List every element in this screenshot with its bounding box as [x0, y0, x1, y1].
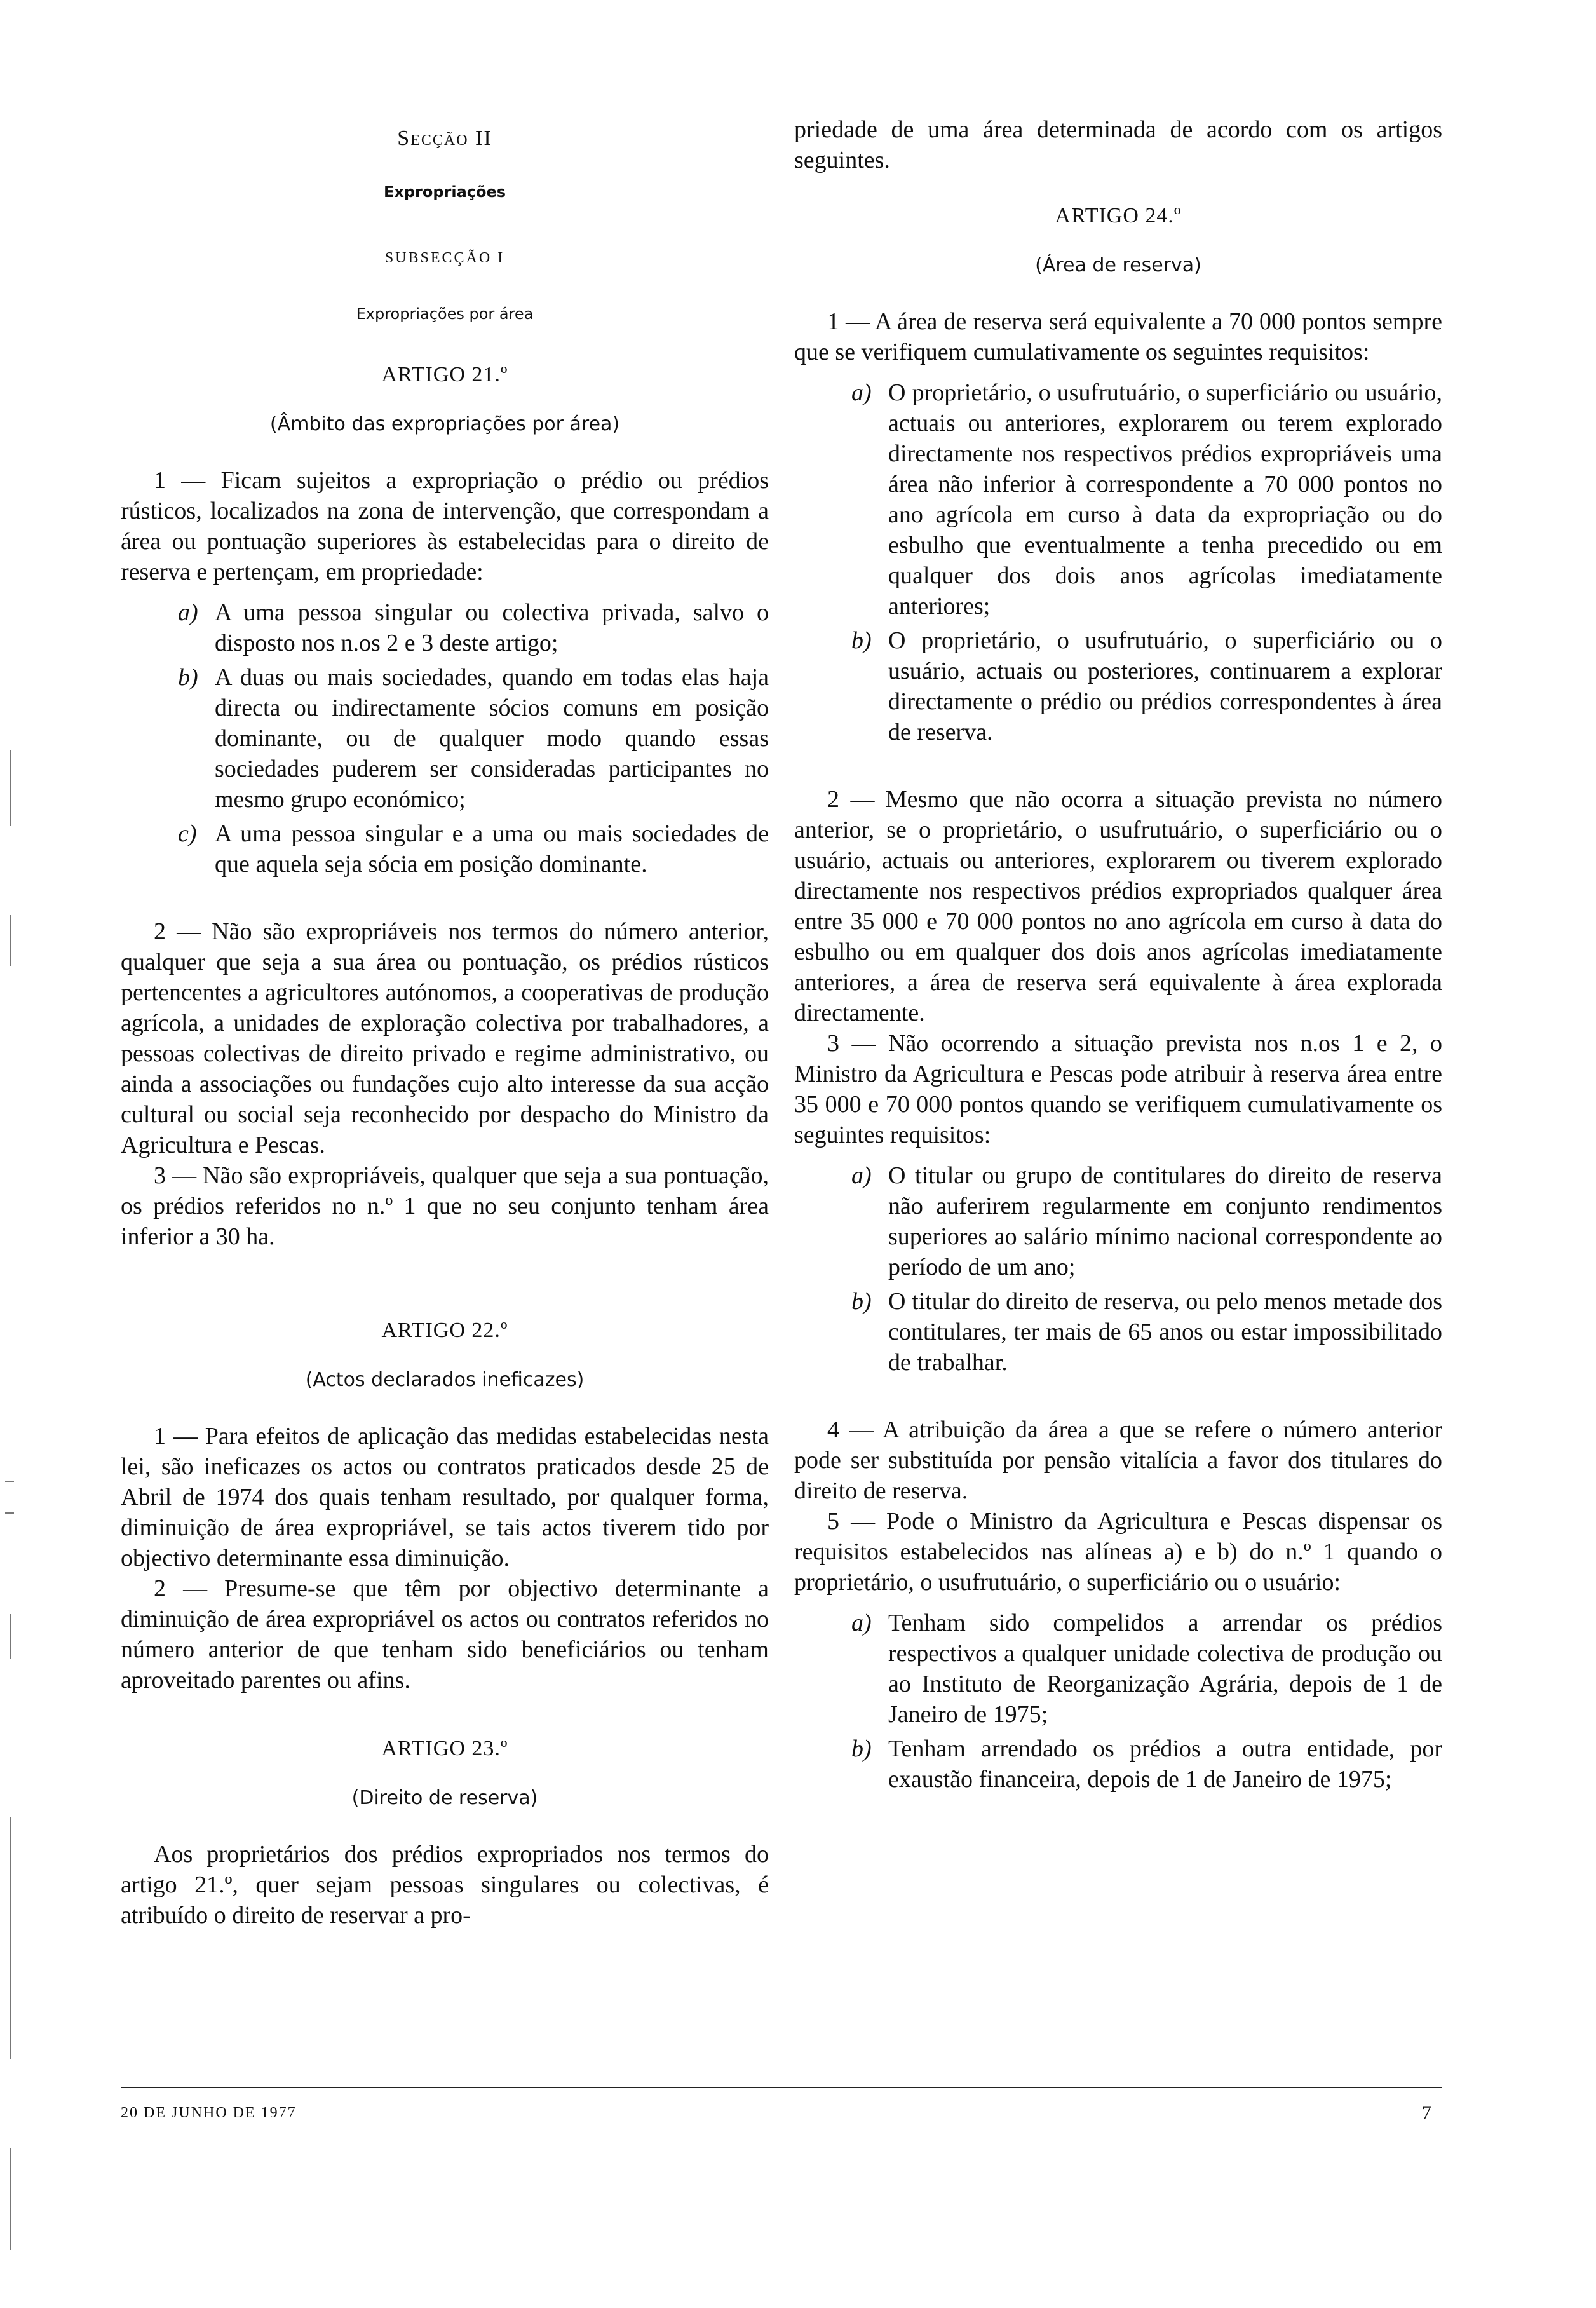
item-marker: b)	[851, 1288, 872, 1315]
item-text: O titular do direito de reserva, ou pelo menos metade dos contitulares, ter mais de 65 anos ou estar impossibilitado de trabalhar.	[888, 1288, 1442, 1376]
footer-rule	[121, 2087, 1442, 2088]
list-item	[851, 1160, 1442, 1282]
item-text: Tenham sido compelidos a arrendar os prédios respectivos a qualquer unidade colectiva de produção ou ao Instituto de Reorganização Agrária, depois de 1 de Janeiro de 1975;	[888, 1610, 1442, 1728]
article-23-continuation: priedade de uma área determinada de acordo com os artigos seguintes.	[794, 116, 1442, 173]
item-marker: b)	[851, 1735, 872, 1762]
margin-scan-mark	[10, 2148, 11, 2250]
article-22-paragraph-1: 1 — Para efeitos de aplicação das medidas estabelecidas nesta lei, são ineficazes os actos ou contratos praticados desde 25 de Abril de 1974 dos quais tenham resultado, por qualquer forma, diminuição de área expropriável, se tais actos tiverem tido por objectivo determinante essa diminuição.	[121, 1423, 769, 1571]
margin-scan-mark	[10, 750, 11, 826]
list-item	[851, 1608, 1442, 1730]
article-24-paragraph-3: 3 — Não ocorrendo a situação prevista nos n.os 1 e 2, o Ministro da Agricultura e Pescas pode atribuir à reserva área entre 35 000 e 70 000 pontos quando se verifiquem cumulativamente os seguintes requisitos:	[794, 1030, 1442, 1148]
margin-scan-tick	[5, 1512, 14, 1514]
subsection-heading: SUBSECÇÃO I	[384, 250, 505, 266]
article-22-heading: ARTIGO 22.º	[381, 1319, 508, 1342]
list-item	[178, 818, 769, 879]
subsection-title: Expropriações por área	[356, 305, 534, 323]
list-item	[851, 625, 1442, 747]
article-24-epigraph: (Área de reserva)	[1035, 254, 1201, 276]
article-23-paragraph-1: Aos proprietários dos prédios expropriados nos termos do artigo 21.º, quer sejam pessoas singulares ou colectivas, é atribuído o direito de reservar a pro-	[121, 1841, 769, 1929]
list-item	[851, 377, 1442, 621]
margin-scan-mark	[10, 1614, 11, 1659]
item-marker: b)	[851, 627, 872, 654]
article-24-paragraph-5: 5 — Pode o Ministro da Agricultura e Pescas dispensar os requisitos estabelecidos nas alíneas a) e b) do n.º 1 quando o proprietário, o usufrutuário, o superficiário ou o usuário:	[794, 1508, 1442, 1596]
list-item	[851, 1286, 1442, 1378]
left-column	[121, 114, 769, 1931]
item-text: O titular ou grupo de contitulares do direito de reserva não auferirem regularmente em conjunto rendimentos superiores ao salário mínimo nacional correspondente ao período de um ano;	[888, 1162, 1442, 1280]
right-column	[794, 114, 1442, 1798]
item-text: O proprietário, o usufrutuário, o superficiário ou usuário, actuais ou anteriores, explorarem ou terem explorado directamente nos respectivos prédios expropriáveis uma área não inferior à correspondente a 70 000 pontos no ano agrícola em curso à data da expropriação ou do esbulho que eventualmente a tenha precedido ou em qualquer dos dois anos agrícolas imediatamente anteriores;	[888, 379, 1442, 620]
article-24-items-1	[794, 377, 1442, 747]
item-text: A duas ou mais sociedades, quando em todas elas haja directa ou indirectamente sócios comuns em posição dominante, ou de qualquer modo quando essas sociedades puderem ser consideradas participantes no mesmo grupo económico;	[215, 664, 769, 813]
article-24-paragraph-1: 1 — A área de reserva será equivalente a 70 000 pontos sempre que se verifiquem cumulativamente os seguintes requisitos:	[794, 308, 1442, 365]
article-21-paragraph-2: 2 — Não são expropriáveis nos termos do número anterior, qualquer que seja a sua área ou pontuação, os prédios rústicos pertencentes a agricultores autónomos, a cooperativas de produção agrícola, a unidades de exploração colectiva por trabalhadores, a pessoas colectivas de direito privado e regime administrativo, ou ainda a associações ou fundações cujo alto interesse da sua acção cultural ou social seja reconhecido por despacho do Ministro da Agricultura e Pescas.	[121, 918, 769, 1158]
item-marker: a)	[851, 1610, 872, 1636]
article-21-paragraph-3: 3 — Não são expropriáveis, qualquer que seja a sua pontuação, os prédios referidos no n.º 1 que no seu conjunto tenham área inferior a 30 ha.	[121, 1162, 769, 1250]
margin-scan-mark	[10, 1817, 11, 2059]
margin-scan-mark	[10, 915, 11, 966]
item-marker: b)	[178, 664, 198, 691]
section-title: Expropriações	[383, 183, 506, 201]
list-item	[851, 1734, 1442, 1795]
article-24-paragraph-4: 4 — A atribuição da área a que se refere o número anterior pode ser substituída por pensão vitalícia a favor dos titulares do direito de reserva.	[794, 1416, 1442, 1504]
footer-date: 20 DE JUNHO DE 1977	[121, 2105, 297, 2121]
article-22-epigraph: (Actos declarados ineficazes)	[305, 1369, 585, 1391]
item-text: A uma pessoa singular e a uma ou mais sociedades de que aquela seja sócia em posição dominante.	[215, 820, 769, 878]
margin-scan-tick	[5, 1481, 14, 1482]
section-heading: Secção II	[397, 126, 492, 150]
article-21-epigraph: (Âmbito das expropriações por área)	[269, 413, 620, 435]
list-item	[178, 662, 769, 815]
item-text: Tenham arrendado os prédios a outra entidade, por exaustão financeira, depois de 1 de Janeiro de 1975;	[888, 1735, 1442, 1793]
item-marker: a)	[178, 599, 198, 626]
article-21-items	[121, 597, 769, 879]
list-item	[178, 597, 769, 658]
article-22-paragraph-2: 2 — Presume-se que têm por objectivo determinante a diminuição de área expropriável os actos ou contratos referidos no número anterior de que tenham sido beneficiários ou tenham aproveitado parentes ou afins.	[121, 1575, 769, 1694]
item-text: A uma pessoa singular ou colectiva privada, salvo o disposto nos n.os 2 e 3 deste artigo;	[215, 599, 769, 656]
article-24-heading: ARTIGO 24.º	[1055, 204, 1182, 227]
article-21-heading: ARTIGO 21.º	[381, 363, 508, 386]
article-23-heading: ARTIGO 23.º	[381, 1737, 508, 1760]
item-marker: a)	[851, 1162, 872, 1189]
item-text: O proprietário, o usufrutuário, o superficiário ou o usuário, actuais ou posteriores, continuarem a explorar directamente o prédio ou prédios correspondentes à área de reserva.	[888, 627, 1442, 745]
item-marker: a)	[851, 379, 872, 406]
article-24-items-5	[794, 1608, 1442, 1795]
article-24-paragraph-2: 2 — Mesmo que não ocorra a situação prevista no número anterior, se o proprietário, o usufrutuário, o superficiário ou o usuário, actuais ou anteriores, explorarem ou tiverem explorado directamente nos respectivos prédios expropriados qualquer área entre 35 000 e 70 000 pontos no ano agrícola em curso à data do esbulho ou em qualquer dos dois anos agrícolas imediatamente anteriores, a área de reserva será equivalente à área explorada directamente.	[794, 786, 1442, 1026]
item-marker: c)	[178, 820, 197, 847]
article-24-items-3	[794, 1160, 1442, 1378]
page-number: 7	[1422, 2102, 1431, 2123]
article-21-paragraph-1: 1 — Ficam sujeitos a expropriação o prédio ou prédios rústicos, localizados na zona de intervenção, que correspondam a área ou pontuação superiores às estabelecidas para o direito de reserva e pertençam, em propriedade:	[121, 467, 769, 585]
article-23-epigraph: (Direito de reserva)	[351, 1787, 538, 1809]
